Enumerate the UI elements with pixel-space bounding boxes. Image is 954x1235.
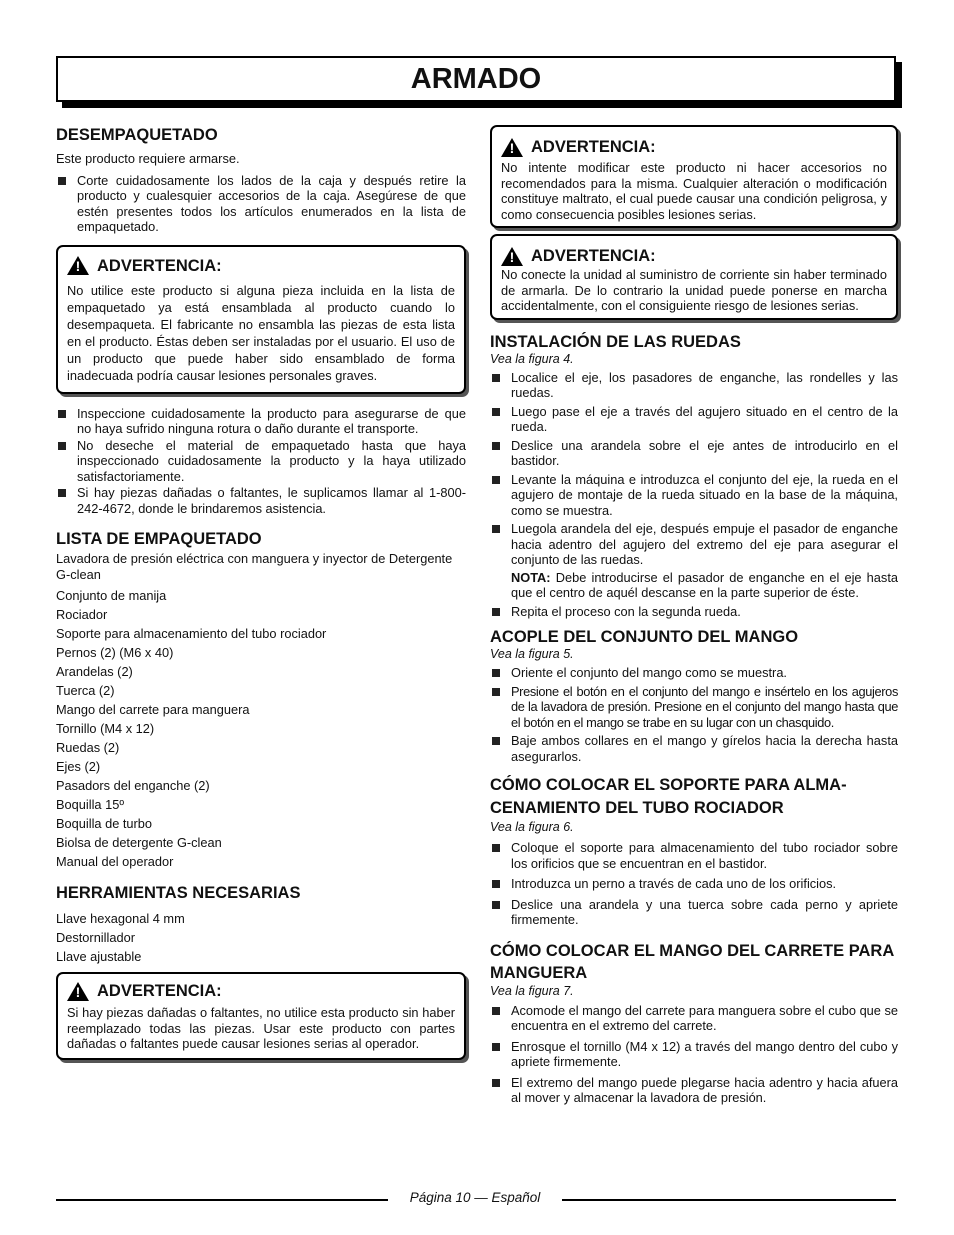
warning-header: [501, 245, 887, 267]
list-item: Manual del operador: [56, 854, 174, 869]
warning-triangle-icon: !: [501, 247, 523, 266]
list-item: Inspeccione cuidadosamente la producto para asegurarse de que no haya sufrido ninguna rotura o daño durante el transporte.: [56, 406, 466, 437]
list-item: Soporte para almacenamiento del tubo rociador: [56, 626, 327, 641]
list-item: Boquilla 15º: [56, 797, 124, 812]
warning-triangle-icon: !: [67, 982, 89, 1001]
wheels-note: [490, 570, 898, 601]
list-item: Tornillo (M4 x 12): [56, 721, 155, 736]
warning-header: [67, 980, 455, 1002]
list-item: Ejes (2): [56, 759, 101, 774]
tools-list: [56, 909, 466, 966]
packing-list: [56, 551, 466, 871]
handle-heading: ACOPLE DEL CONJUNTO DEL MANGO: [490, 628, 799, 646]
tools-heading: HERRAMIENTAS NECESARIAS: [56, 884, 301, 902]
list-item: Deslice una arandela sobre el eje antes de introducirlo en el bastidor.: [490, 438, 898, 469]
list-item: Conjunto de manija: [56, 588, 167, 603]
list-item: Presione el botón en el conjunto del mango e insértelo en los agujeros de la lavadora de presión. Presione en el conjunto del mango hasta que el botón en el mango se trabe en su lugar con un chasquido.: [490, 684, 898, 731]
warning-triangle-icon: !: [501, 138, 523, 157]
note-label: NOTA:: [511, 569, 551, 585]
storage-list: [490, 840, 898, 928]
list-item: El extremo del mango puede plegarse hacia adentro y hacia afuera al mover y almacenar la lavadora de presión.: [490, 1075, 898, 1106]
inspect-list: [56, 406, 466, 517]
warning-box-unassembled: [56, 245, 466, 394]
list-item: Si hay piezas dañadas o faltantes, le suplicamos llamar al 1-800-242-4672, donde le brindaremos asistencia.: [56, 485, 466, 516]
storage-heading: CÓMO COLOCAR EL SOPORTE PARA ALMA-CENAMIENTO DEL TUBO ROCIADOR: [490, 776, 847, 817]
list-item: Levante la máquina e introduzca el conjunto del eje, la rueda en el agujero de montaje de la rueda situado en la base de la máquina, como se muestra.: [490, 472, 898, 519]
list-item: Destornillador: [56, 930, 135, 945]
list-item: Pasadors del enganche (2): [56, 778, 210, 793]
warning-triangle-icon: !: [67, 256, 89, 275]
list-item: Mango del carrete para manguera: [56, 702, 250, 717]
figure-reference: Vea la figura 5.: [490, 647, 574, 661]
list-item: Ruedas (2): [56, 740, 120, 755]
footer-rule-left: [56, 1199, 388, 1201]
list-item: Oriente el conjunto del mango como se muestra.: [490, 665, 898, 681]
list-item: Corte cuidadosamente los lados de la caja y después retire la producto y cualesquier accesorios de la caja. Asegúrese de que estén presentes todos los artículos enumerados en la lista de empaquetado.: [56, 173, 466, 235]
warning-text: No conecte la unidad al suministro de corriente sin haber terminado de armarla. De lo contrario la unidad puede ponerse en marcha accidentalmente, con el consiguiente riesgo de lesiones serias.: [501, 267, 887, 313]
list-item: Luegola arandela del eje, después empuje el pasador de enganche hacia adentro del agujero del extremo del eje para asegurar el conjunto de las ruedas.: [490, 521, 898, 568]
warning-header: [501, 136, 887, 158]
figure-reference: Vea la figura 4.: [490, 351, 574, 366]
warning-label: ADVERTENCIA:: [97, 982, 222, 1000]
unpack-intro: Este producto requiere armarse.: [56, 151, 240, 166]
warning-box-power: [490, 234, 898, 320]
figure-reference: Vea la figura 6.: [490, 820, 574, 834]
warning-text: Si hay piezas dañadas o faltantes, no utilice esta producto sin haber reemplazado todas las piezas. Usar este producto con partes dañadas o faltantes puede causar lesiones serias al operador.: [67, 1005, 455, 1051]
handle-list: [490, 665, 898, 764]
packing-heading: LISTA DE EMPAQUETADO: [56, 530, 262, 548]
list-item: Llave hexagonal 4 mm: [56, 911, 185, 926]
list-item: Arandelas (2): [56, 664, 133, 679]
note-text: Debe introducirse el pasador de enganche en el eje hasta que el centro de aquél descanse en la parte superior de éste.: [511, 569, 898, 600]
warning-text: No intente modificar este producto ni hacer accesorios no recomendados para la misma. Cualquier alteración o modificación constituye maltrato, el cual puede causar una condición peligrosa, y como consecuencia posibles lesiones serias.: [501, 160, 887, 222]
list-item: Baje ambos collares en el mango y gírelos hacia la derecha hasta asegurarlos.: [490, 733, 898, 764]
list-item: Tuerca (2): [56, 683, 115, 698]
list-item: Biolsa de detergente G-clean: [56, 835, 222, 850]
list-item: No deseche el material de empaquetado hasta que haya inspeccionado cuidadosamente la producto y la haya utilizado satisfactoriamente.: [56, 438, 466, 485]
list-item: Enrosque el tornillo (M4 x 12) a través del mango dentro del cubo y apriete firmemente.: [490, 1039, 898, 1070]
reel-heading: CÓMO COLOCAR EL MANGO DEL CARRETE PARA MANGUERA: [490, 941, 894, 982]
list-item: Lavadora de presión eléctrica con manguera y inyector de Detergente G-clean: [56, 551, 453, 582]
warning-box-modifications: [490, 125, 898, 228]
warning-header: [67, 255, 455, 277]
list-item: Repita el proceso con la segunda rueda.: [490, 604, 898, 620]
wheels-list: [490, 370, 898, 620]
figure-reference: Vea la figura 7.: [490, 983, 574, 998]
list-item: Llave ajustable: [56, 949, 142, 964]
warning-label: ADVERTENCIA:: [531, 138, 656, 156]
list-item: Introduzca un perno a través de cada uno de los orificios.: [490, 876, 898, 892]
right-column: [490, 125, 898, 1106]
wheels-heading: INSTALACIÓN DE LAS RUEDAS: [490, 332, 741, 351]
warning-text: No utilice este producto si alguna pieza incluida en la lista de empaquetado ya está ensamblada al producto cuando lo desempaqueta. El fabricante no ensambla las piezas de esta lista en el producto. Éstas deben ser instaladas por el usuario. El uso de un producto que puede haber sido ensamblado de forma inadecuada podría causar lesiones personales graves.: [67, 282, 455, 383]
reel-list: [490, 1003, 898, 1106]
left-column: [56, 125, 466, 1060]
list-item: Boquilla de turbo: [56, 816, 153, 831]
warning-box-damaged-parts: [56, 972, 466, 1060]
unpack-heading: DESEMPAQUETADO: [56, 126, 218, 144]
list-item: Coloque el soporte para almacenamiento del tubo rociador sobre los orificios que se encuentran en el bastidor.: [490, 840, 898, 871]
list-item: Localice el eje, los pasadores de enganche, las rondelles y las ruedas.: [490, 370, 898, 401]
list-item: Luego pase el eje a través del agujero situado en el centro de la rueda.: [490, 404, 898, 435]
warning-label: ADVERTENCIA:: [531, 247, 656, 265]
page-title: ARMADO: [56, 56, 896, 102]
unpack-list: [56, 173, 466, 235]
list-item: Acomode el mango del carrete para manguera sobre el cubo que se encuentra en el extremo del carrete.: [490, 1003, 898, 1034]
footer-rule-right: [562, 1199, 896, 1201]
list-item: Pernos (2) (M6 x 40): [56, 645, 174, 660]
list-item: Deslice una arandela y una tuerca sobre cada perno y apriete firmemente.: [490, 897, 898, 928]
list-item: Rociador: [56, 607, 108, 622]
warning-label: ADVERTENCIA:: [97, 256, 222, 275]
page-footer: Página 10 — Español: [409, 1190, 541, 1205]
